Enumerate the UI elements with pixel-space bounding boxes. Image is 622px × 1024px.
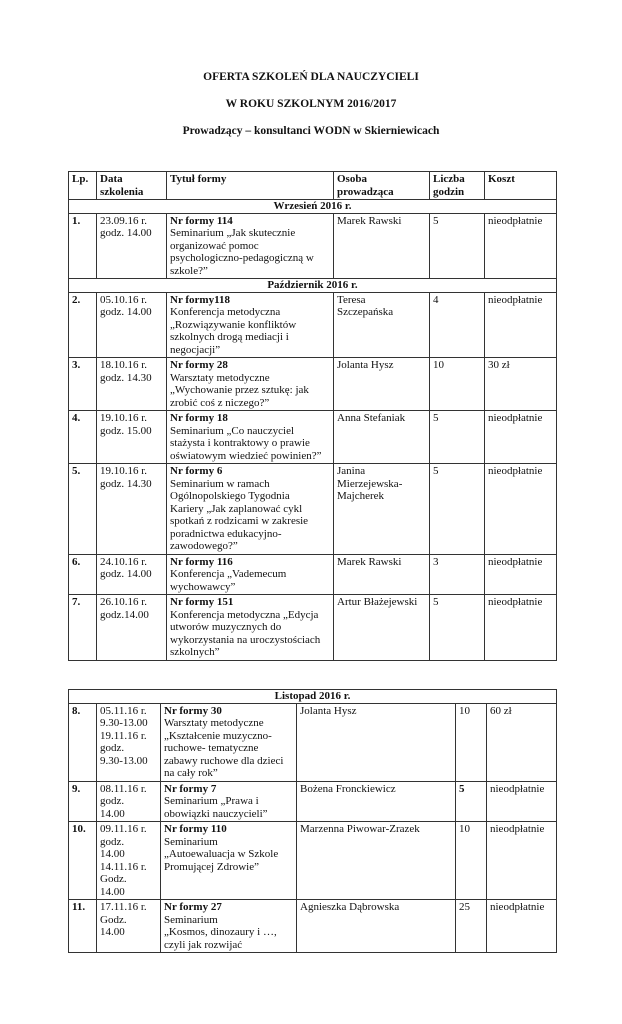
title-line: negocjacji” [170,343,221,356]
title-line: psychologiczno-pedagogiczną w [170,252,314,264]
form-number: Nr formy 18 [170,412,228,424]
title-line: oświatowym wiedzieć powinien?” [170,449,322,462]
row-person [334,411,430,464]
row-title [167,554,334,595]
row-date [97,595,167,661]
title-line: organizować pomoc [170,239,259,252]
person-line: Marek Rawski [337,214,402,227]
person-line: Artur Błażejewski [337,596,418,608]
title-line: spotkań z rodzicami w zakresie [170,515,309,527]
school-year: W ROKU SZKOLNYM 2016/2017 [225,98,397,110]
row-cost: nieodpłatnie [485,411,557,464]
date-line: 05.11.16 r. [100,704,147,717]
date-line: godz. 14.30 [100,477,152,490]
row-person [334,358,430,411]
title-line: „Autoewaluacja w Szkole [164,848,279,860]
date-line: 9.30-13.00 [100,717,148,729]
person-line: Marzenna Piwowar-Zrazek [300,823,420,835]
september-rows [69,213,557,279]
date-line: godz. [100,795,125,807]
title-line: Seminarium [164,913,218,926]
col-header-cost: Koszt [485,172,557,200]
title-line: „Kosmos, dinozaury i …, [164,926,277,938]
october-rows [69,292,557,660]
row-date [97,464,167,555]
date-line: 14.11.16 r. [100,860,147,873]
row-number: 1. [69,213,97,279]
title-line: Promującej Zdrowie” [164,860,259,873]
title-line: Warsztaty metodyczne [170,371,270,384]
title-line: stażysta i kontraktowy o prawie [170,437,310,449]
row-person [297,781,456,822]
date-line: godz. [100,742,125,754]
row-person [297,703,456,781]
row-cost: nieodpłatnie [487,781,557,822]
row-title [161,900,297,953]
title-line: obowiązki nauczycieli” [164,807,268,820]
row-number: 3. [69,358,97,411]
table-row [69,595,557,661]
table-header-row [69,172,557,200]
title-line: szkolnych drogą mediacji i [170,331,289,343]
title-line: Seminarium w ramach [170,477,270,490]
title-line: Ogólnopolskiego Tygodnia [170,490,290,502]
person-line: Jolanta Hysz [337,359,394,371]
row-person [297,900,456,953]
person-line: Szczepańska [337,306,394,318]
date-line: 14.00 [100,848,125,860]
title-line: szkole?” [170,264,208,277]
table-row [69,411,557,464]
title-line: Warsztaty metodyczne [164,717,264,729]
row-cost: nieodpłatnie [487,900,557,953]
person-line: Majcherek [337,490,385,502]
row-person [334,292,430,358]
col-header-lp: Lp. [69,172,97,200]
table-row [69,900,557,953]
title-line: utworów muzycznych do [170,621,282,633]
row-person [334,464,430,555]
row-number: 6. [69,554,97,595]
form-number: Nr formy 114 [170,214,233,227]
date-line: 14.00 [100,807,125,820]
training-table-1 [68,171,557,661]
form-number: Nr formy 151 [170,596,234,608]
row-number: 5. [69,464,97,555]
date-line: 14.00 [100,926,125,938]
training-table-2 [68,689,557,953]
date-line: godz. 14.00 [100,306,152,318]
title-line: Seminarium „Co nauczyciel [170,424,295,437]
form-number: Nr formy 30 [164,704,222,717]
row-date [97,358,167,411]
row-number: 7. [69,595,97,661]
person-line: Jolanta Hysz [300,704,357,717]
date-line: 26.10.16 r. [100,596,148,608]
month-row-september: Wrzesień 2016 r. [69,200,557,214]
row-title [167,595,334,661]
month-row-october: Październik 2016 r. [69,279,557,293]
date-line: godz. 14.00 [100,568,152,580]
document-title: OFERTA SZKOLEŃ DLA NAUCZYCIELI [203,71,419,83]
form-number: Nr formy118 [170,293,230,306]
november-rows [69,703,557,953]
table-row [69,358,557,411]
title-line: Seminarium „Prawa i [164,795,259,807]
row-cost: nieodpłatnie [485,464,557,555]
table-row [69,213,557,279]
date-line: 19.11.16 r. [100,729,147,742]
title-line: „Kształcenie muzyczno- [164,729,272,742]
row-title [167,358,334,411]
date-line: 23.09.16 r. [100,214,148,227]
date-line: 18.10.16 r. [100,359,148,371]
person-line: Agnieszka Dąbrowska [300,901,400,913]
person-line: Marek Rawski [337,555,402,568]
row-title [161,703,297,781]
row-number: 11. [69,900,97,953]
row-number: 8. [69,703,97,781]
title-line: wykorzystania na uroczystościach [170,633,321,646]
row-person [334,213,430,279]
row-number: 9. [69,781,97,822]
date-line: 05.10.16 r. [100,293,148,306]
row-cost: nieodpłatnie [485,595,557,661]
title-line: Konferencja „Vademecum [170,568,287,580]
row-hours: 5 [430,464,485,555]
form-number: Nr formy 110 [164,823,227,835]
row-date [97,292,167,358]
date-line: 09.11.16 r. [100,823,147,835]
title-line: zabawy ruchowe dla dzieci [164,754,284,767]
row-hours: 5 [430,595,485,661]
date-line: Godz. [100,873,127,885]
col-header-hours: Liczba godzin [430,172,485,200]
row-hours: 5 [430,411,485,464]
row-date [97,703,161,781]
person-line: Bożena Fronckiewicz [300,782,396,795]
row-hours: 5 [456,781,487,822]
row-person [334,554,430,595]
title-line: na cały rok” [164,767,218,779]
title-line: czyli jak rozwijać [164,938,243,951]
month-row-november: Listopad 2016 r. [69,690,557,704]
form-number: Nr formy 7 [164,782,217,795]
row-title [167,464,334,555]
row-cost: 60 zł [487,703,557,781]
date-line: godz.14.00 [100,608,149,621]
person-line: Janina [337,465,366,477]
row-number: 10. [69,822,97,900]
row-title [167,411,334,464]
title-line: poradnictwa edukacyjno- [170,527,282,540]
date-line: 14.00 [100,885,125,898]
date-line: 19.10.16 r. [100,412,148,424]
table-row [69,464,557,555]
col-header-date: Data szkolenia [97,172,167,200]
row-date [97,781,161,822]
title-line: szkolnych” [170,646,220,658]
date-line: 19.10.16 r. [100,465,148,477]
date-line: 24.10.16 r. [100,555,148,568]
title-line: zrobić coś z niczego?” [170,396,270,409]
title-line: Seminarium [164,835,218,848]
date-line: 17.11.16 r. [100,901,147,913]
row-hours: 5 [430,213,485,279]
date-line: 9.30-13.00 [100,754,148,767]
date-line: godz. 14.30 [100,371,152,384]
document-subtitle: Prowadzący – konsultanci WODN w Skierniewicach [182,125,440,137]
row-number: 2. [69,292,97,358]
row-hours: 25 [456,900,487,953]
row-date [97,411,167,464]
person-line: Anna Stefaniak [337,412,406,424]
row-hours: 4 [430,292,485,358]
person-line: Mierzejewska- [337,477,403,490]
row-person [297,822,456,900]
row-hours: 10 [456,703,487,781]
table-row [69,822,557,900]
date-line: Godz. [100,913,127,926]
row-title [167,213,334,279]
row-number: 4. [69,411,97,464]
row-cost: nieodpłatnie [485,554,557,595]
row-title [167,292,334,358]
form-number: Nr formy 6 [170,465,223,477]
person-line: Teresa [337,293,366,306]
title-line: wychowawcy” [170,580,236,593]
row-date [97,213,167,279]
title-line: Seminarium „Jak skutecznie [170,227,296,239]
row-cost: nieodpłatnie [487,822,557,900]
date-line: godz. 15.00 [100,424,152,437]
form-number: Nr formy 28 [170,359,228,371]
title-line: Konferencja metodyczna „Edycja [170,608,319,621]
row-person [334,595,430,661]
table-row [69,554,557,595]
row-hours: 10 [430,358,485,411]
date-line: godz. [100,835,125,848]
row-date [97,900,161,953]
row-cost: nieodpłatnie [485,292,557,358]
col-header-title: Tytuł formy [167,172,334,200]
title-line: Kariery „Jak zaplanować cykl [170,502,303,515]
title-line: „Rozwiązywanie konfliktów [170,318,297,331]
row-date [97,554,167,595]
row-title [161,781,297,822]
date-line: godz. 14.00 [100,227,152,239]
row-cost: 30 zł [485,358,557,411]
row-title [161,822,297,900]
title-line: zawodowego?” [170,540,238,552]
row-cost: nieodpłatnie [485,213,557,279]
table-row [69,703,557,781]
row-hours: 10 [456,822,487,900]
table-row [69,781,557,822]
title-line: Konferencja metodyczna [170,306,281,318]
form-number: Nr formy 116 [170,555,233,568]
row-date [97,822,161,900]
date-line: 08.11.16 r. [100,782,147,795]
form-number: Nr formy 27 [164,901,222,913]
row-hours: 3 [430,554,485,595]
title-line: „Wychowanie przez sztukę: jak [170,384,309,396]
table-row [69,292,557,358]
title-line: ruchowe- tematyczne [164,742,259,754]
col-header-person: Osoba prowadząca [334,172,430,200]
